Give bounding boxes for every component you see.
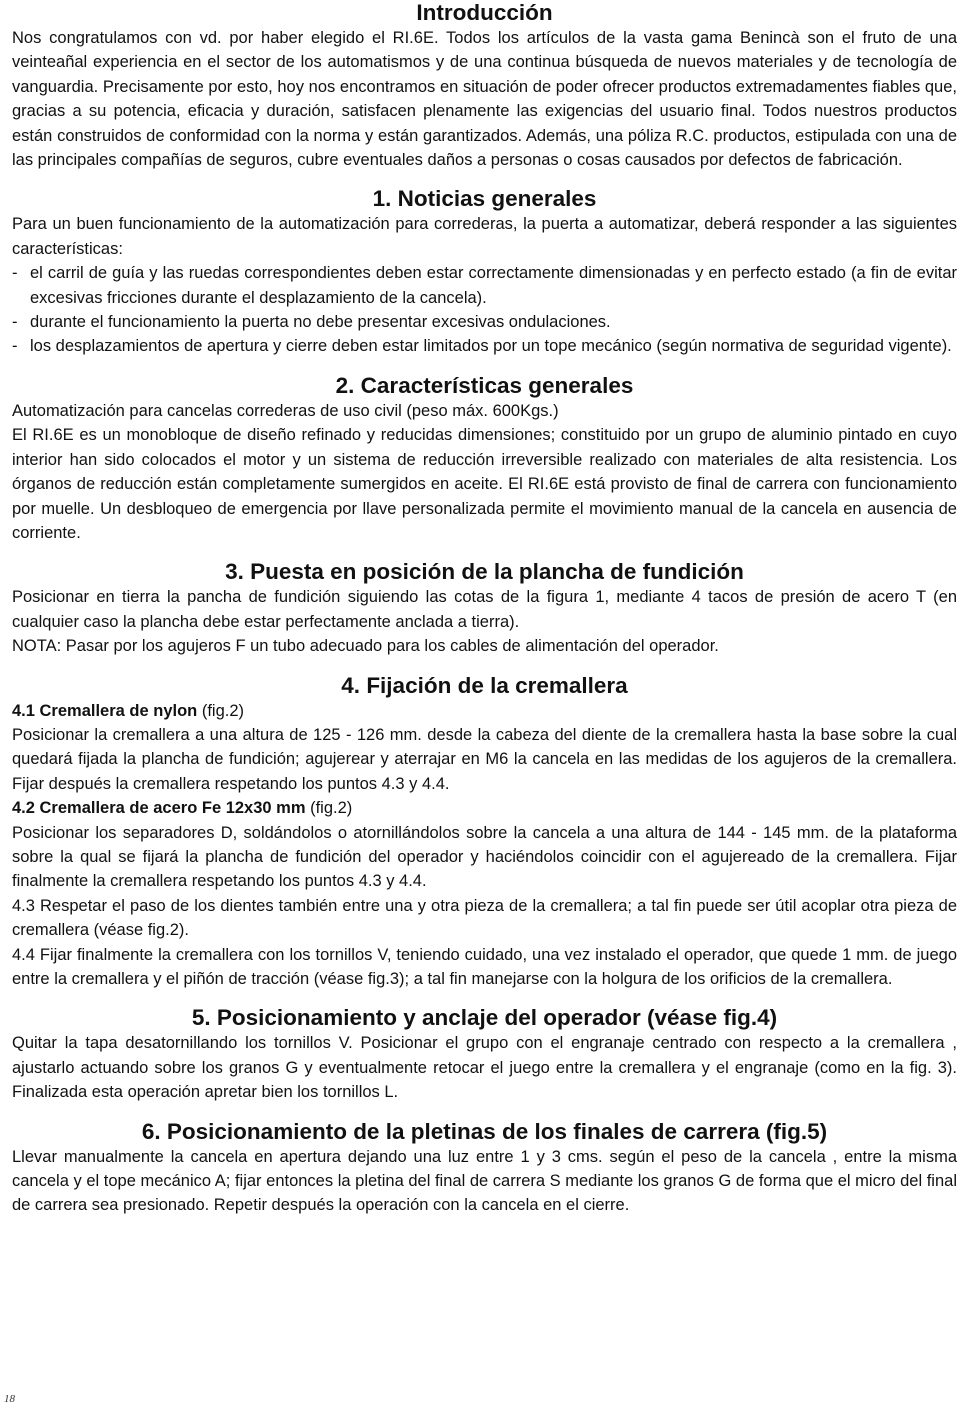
section-puesta-en-posicion	[12, 559, 957, 658]
paragraph: Llevar manualmente la cancela en apertura dejando una luz entre 1 y 3 cms. según el peso de la cancela , entre la misma cancela y el tope mecánico A; fijar entonces la pletina del final de carrera S mediante los granos G de forma que el micro del final de carrera sea presionado. Repetir después la operación con la cancela en el cierre.	[12, 1147, 957, 1215]
section-title: 5. Posicionamiento y anclaje del operador (véase fig.4)	[191, 1005, 778, 1031]
section-noticias-generales	[12, 186, 957, 358]
paragraph: El RI.6E es un monobloque de diseño refinado y reducidas dimensiones; constituido por un grupo de aluminio pintado en cuyo interior han sido colocados el motor y un sistema de reducción irreversible realizado con materiales de alta resistencia. Los órganos de reducción están completamente sumergidos en aceite. El RI.6E está provisto de final de carrera con funcionamiento por muelle. Un desbloqueo de emergencia por llave personalizada permite el movimiento manual de la cancela en ausencia de corriente.	[12, 426, 957, 542]
dash-marker: -	[12, 264, 18, 283]
section-title: 6. Posicionamiento de la pletinas de los finales de carrera (fig.5)	[141, 1118, 828, 1144]
dash-marker: -	[12, 313, 18, 332]
subsection-title: 4.2 Cremallera de acero Fe 12x30 mm	[12, 799, 306, 818]
paragraph: Posicionar la cremallera a una altura de 125 - 126 mm. desde la cabeza del diente de la cremallera hasta la base sobre la cual quedará fijada la plancha de fundición; agujerear y aterrajar en M6 la cancela en las medidas de los agujeros de la cremallera. Fijar después la cremallera respetando los puntos 4.3 y 4.4.	[12, 725, 957, 793]
list-item	[12, 334, 957, 358]
section-fijacion-cremallera	[12, 673, 957, 992]
paragraph: Posicionar en tierra la pancha de fundición siguiendo las cotas de la figura 1, mediante 4 tacos de presión de acero T (en cualquier caso la plancha debe estar perfectamente anclada a tierra).	[12, 588, 957, 631]
subsection-heading	[12, 796, 957, 820]
paragraph: Para un buen funcionamiento de la automatización para correderas, la puerta a automatizar, deberá responder a las siguientes características:	[12, 215, 957, 258]
section-title: 3. Puesta en posición de la plancha de fundición	[225, 559, 744, 585]
list-item-text: el carril de guía y las ruedas correspondientes deben estar correctamente dimensionadas y en perfecto estado (a fin de evitar excesivas fricciones durante el desplazamiento de la cancela).	[30, 264, 957, 307]
paragraph: Posicionar los separadores D, soldándolos o atornillándolos sobre la cancela a una altura de 144 - 145 mm. de la plataforma sobre la qual se fijará la plancha de fundición del operador y haciéndolos coincidir con el agujereado de la cremallera. Fijar finalmente la cremallera respetando los puntos 4.3 y 4.4.	[12, 823, 957, 891]
list-item	[12, 261, 957, 310]
section-introduccion	[12, 0, 957, 172]
section-title: 4. Fijación de la cremallera	[341, 672, 628, 698]
note-paragraph: NOTA: Pasar por los agujeros F un tubo adecuado para los cables de alimentación del operador.	[12, 637, 719, 656]
section-title: 2. Características generales	[335, 372, 634, 398]
paragraph: Automatización para cancelas correderas de uso civil (peso máx. 600Kgs.)	[12, 401, 559, 420]
section-caracteristicas-generales	[12, 373, 957, 545]
paragraph: 4.3 Respetar el paso de los dientes también entre una y otra pieza de la cremallera; a tal fin puede ser útil acoplar otra pieza de cremallera (véase fig.2).	[12, 896, 957, 940]
page-number: 18	[4, 1393, 15, 1405]
section-finales-de-carrera	[12, 1119, 957, 1218]
paragraph: 4.4 Fijar finalmente la cremallera con los tornillos V, teniendo cuidado, una vez instalado el operador, que quede 1 mm. de juego entre la cremallera y el piñón de tracción (véase fig.3); a tal fin manejarse con la holgura de los orificios de la cremallera.	[12, 945, 957, 988]
dash-marker: -	[12, 337, 18, 356]
subsection-title: 4.1 Cremallera de nylon	[12, 701, 198, 720]
section-title: Introducción	[416, 0, 553, 25]
paragraph: Nos congratulamos con vd. por haber elegido el RI.6E. Todos los artículos de la vasta gama Benincà son el fruto de una veinteañal experiencia en el sector de los automatismos y de una continua búsqueda de nuevos materiales y de tecnología de vanguardia. Precisamente por esto, hoy nos encontramos en situación de poder ofrecer productos extremadamentes fiables que, gracias a su potencia, eficacia y duración, satisfacen plenamente las exigencias del usuario final. Todos nuestros productos están construidos de conformidad con la norma y están garantizados. Además, una póliza R.C. productos, estipulada con una de las principales compañías de seguros, cubre eventuales daños a personas o cosas causados por defectos de fabricación.	[12, 29, 957, 170]
manual-page	[12, 0, 957, 1218]
list-item	[12, 310, 957, 334]
paragraph: Quitar la tapa desatornillando los tornillos V. Posicionar el grupo con el engranaje centrado con respecto a la cremallera , ajustarlo actuando sobre los granos G y eventualmente retocar el juego entre la cremallera y el engranaje (como en la fig. 3). Finalizada esta operación apretar bien los tornillos L.	[12, 1034, 957, 1102]
section-posicionamiento-operador	[12, 1005, 957, 1104]
figure-reference: (fig.2)	[305, 799, 353, 818]
section-title: 1. Noticias generales	[372, 186, 597, 212]
list-item-text: durante el funcionamiento la puerta no debe presentar excesivas ondulaciones.	[30, 313, 611, 332]
figure-reference: (fig.2)	[197, 701, 245, 720]
list-item-text: los desplazamientos de apertura y cierre deben estar limitados por un tope mecánico (según normativa de seguridad vigente).	[30, 337, 952, 356]
subsection-heading	[12, 699, 957, 723]
